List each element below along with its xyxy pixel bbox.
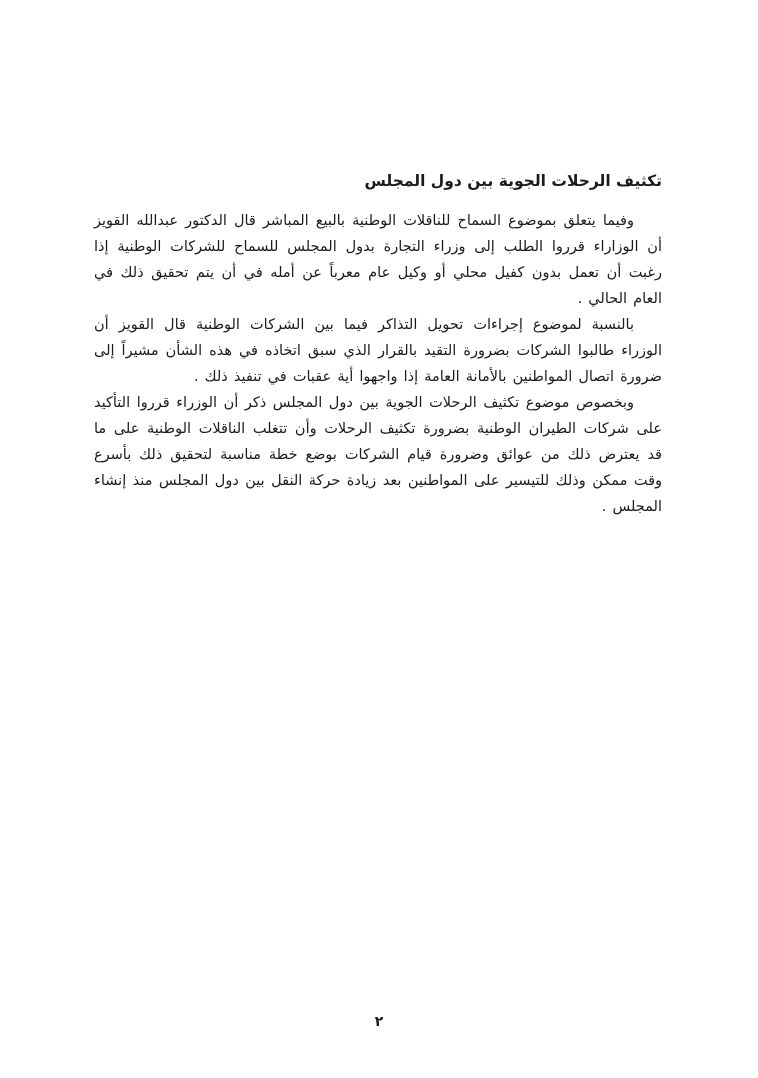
paragraph-direct-sales: وفيما يتعلق بموضوع السماح للناقلات الوطنية بالبيع المباشر قال الدكتور عبدالله القويز أن الوزاراء قرروا الطلب إلى وزراء التجارة بدول المجلس للسماح للشركات الوطنية إذا رغبت أن تعمل بدون كفيل محلي أو وكيل عام معرباً عن أمله في أن يتم تحقيق ذلك في العام الحالي . xyxy=(94,213,662,307)
page-number: ٢ xyxy=(374,1014,384,1030)
paragraph-ticket-transfer: بالنسبة لموضوع إجراءات تحويل التذاكر فيما بين الشركات الوطنية قال القويز أن الوزراء طالبوا الشركات بضرورة التقيد بالقرار الذي سبق اتخاذه في هذه الشأن مشيراً إلى ضرورة اتصال المواطنين بالأمانة العامة إذا واجهوا أية عقبات في تنفيذ ذلك . xyxy=(94,317,662,385)
paragraph-flight-intensification: وبخصوص موضوع تكثيف الرحلات الجوية بين دول المجلس ذكر أن الوزراء قرروا التأكيد على شركات الطيران الوطنية بضرورة تكثيف الرحلات وأن تتغلب الناقلات الوطنية على ما قد يعترض ذلك من عوائق وضرورة قيام الشركات بوضع خطة مناسبة لتحقيق ذلك بأسرع وقت ممكن وذلك للتيسير على المواطنين بعد زيادة حركة النقل بين دول المجلس منذ إنشاء المجلس . xyxy=(94,395,662,515)
article-title: تكثيف الرحلات الجوية بين دول المجلس xyxy=(364,172,662,190)
document-body xyxy=(94,172,662,520)
